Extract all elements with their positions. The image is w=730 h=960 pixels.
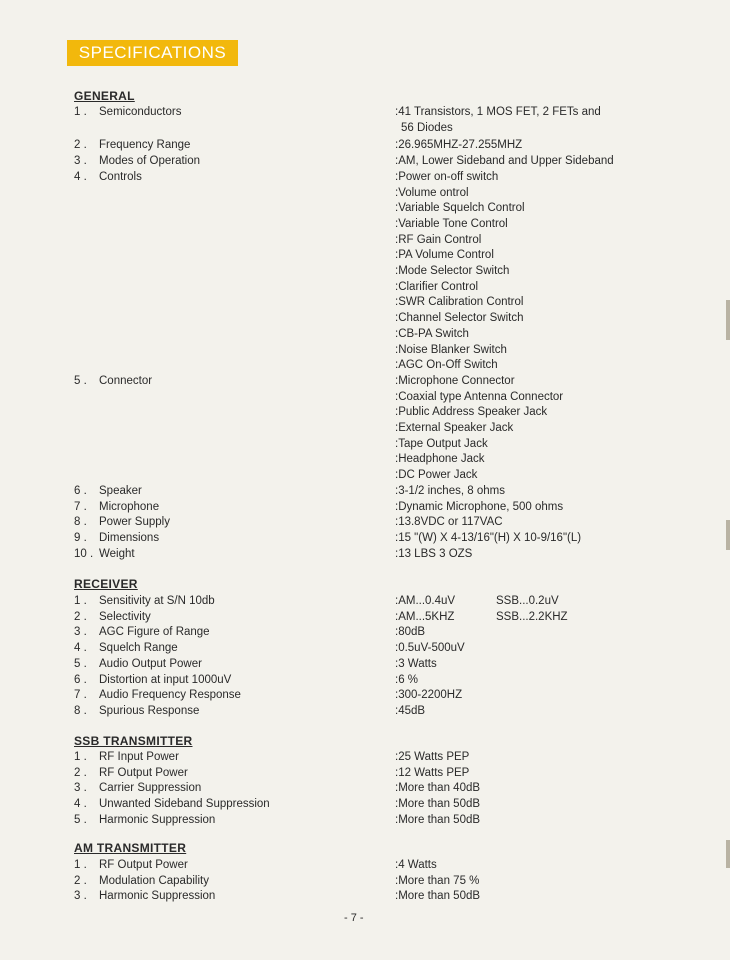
spec-label: Carrier Suppression [99,782,202,795]
spec-value: :Variable Squelch Control [395,202,525,215]
spec-value: :AM, Lower Sideband and Upper Sideband [395,155,614,168]
spec-value: :Clarifier Control [395,280,479,293]
spec-number: 2 . [74,610,87,623]
spec-value-secondary: SSB...2.2KHZ [496,610,568,623]
receiver-spec-row [0,688,730,704]
am-spec-row [0,858,730,874]
spec-label: Connector [99,374,153,387]
spec-label: Modes of Operation [99,155,201,168]
spec-value-secondary: SSB...0.2uV [496,595,559,607]
spec-label: Modulation Capability [99,874,209,887]
general-spec-row [0,515,730,531]
general-spec-row [0,390,730,406]
general-spec-row [0,295,730,311]
spec-label: Weight [99,547,135,560]
spec-number: 1 . [74,595,87,607]
spec-number: 2 . [74,766,87,779]
spec-value: :AGC On-Off Switch [395,359,498,372]
spec-value: :External Speaker Jack [395,422,514,434]
spec-label: Unwanted Sideband Suppression [99,798,270,811]
spec-number: 1 . [74,751,87,763]
spec-value: :45dB [395,704,426,717]
spec-label: Power Supply [99,516,170,529]
spec-label: Frequency Range [99,139,191,152]
spec-value: :26.965MHZ-27.255MHZ [395,139,523,152]
spec-value: :Dynamic Microphone, 500 ohms [395,500,564,513]
spec-value-continuation: 56 Diodes [401,121,453,134]
spec-label: RF Input Power [99,751,179,763]
spec-value: :6 % [395,673,419,686]
spec-value: :CB-PA Switch [395,327,469,340]
spec-value: :300-2200HZ [395,689,463,702]
spec-number: 6 . [74,484,87,497]
spec-value: :Headphone Jack [395,453,485,466]
general-spec-row [0,484,730,500]
page-edge-mark [726,300,730,340]
general-spec-row [0,105,730,121]
general-spec-row [0,327,730,343]
ssb-spec-row [0,797,730,813]
spec-value: :Variable Tone Control [395,217,508,230]
general-spec-row [0,343,730,359]
spec-value: :4 Watts [395,859,437,871]
spec-value: :12 Watts PEP [395,766,470,779]
general-spec-row [0,138,730,154]
ssb-spec-row [0,781,730,797]
general-spec-row [0,358,730,374]
general-spec-row [0,437,730,453]
spec-label: Distortion at input 1000uV [99,673,232,686]
ssb-spec-row [0,750,730,766]
spec-number: 10 . [74,547,94,560]
spec-label: Spurious Response [99,704,200,717]
spec-label: Squelch Range [99,642,178,655]
receiver-spec-row [0,673,730,689]
section-heading-general: GENERAL [74,89,135,103]
spec-number: 2 . [74,874,87,887]
general-spec-row [0,170,730,186]
section-heading-receiver: RECEIVER [74,577,138,591]
general-spec-row [0,154,730,170]
ssb-spec-row [0,813,730,829]
general-spec-row [0,217,730,233]
receiver-spec-row [0,594,730,610]
spec-value: :DC Power Jack [395,469,478,482]
spec-value: :PA Volume Control [395,249,494,262]
spec-label: RF Output Power [99,766,188,779]
spec-value: :Mode Selector Switch [395,265,510,277]
general-spec-row [0,468,730,484]
general-spec-row [0,186,730,202]
general-spec-row [0,280,730,296]
spec-label: AGC Figure of Range [99,626,210,639]
spec-value: :13.8VDC or 117VAC [395,516,503,529]
spec-number: 1 . [74,859,87,871]
spec-number: 3 . [74,782,87,795]
general-spec-row [0,264,730,280]
section-heading-ssb: SSB TRANSMITTER [74,734,193,748]
spec-value: :41 Transistors, 1 MOS FET, 2 FETs and [395,106,601,118]
spec-value: :Tape Output Jack [395,437,488,450]
spec-number: 4 . [74,642,87,655]
spec-number: 9 . [74,531,87,544]
general-spec-row [0,201,730,217]
spec-value: :Coaxial type Antenna Connector [395,390,564,403]
spec-label: Harmonic Suppression [99,890,216,903]
general-spec-row [0,531,730,547]
spec-value: :SWR Calibration Control [395,296,524,309]
spec-label: Controls [99,170,142,183]
receiver-spec-row [0,704,730,720]
page-edge-mark [726,840,730,868]
page-edge-mark [726,520,730,550]
spec-value: :Microphone Connector [395,374,515,387]
general-spec-row [0,374,730,390]
general-spec-row [0,452,730,468]
spec-number: 8 . [74,704,87,717]
general-spec-row [0,421,730,437]
spec-number: 1 . [74,106,87,118]
spec-value: :More than 50dB [395,798,481,811]
general-spec-row [0,248,730,264]
spec-number: 7 . [74,689,87,702]
spec-number: 4 . [74,170,87,183]
spec-value: :13 LBS 3 OZS [395,547,473,560]
spec-number: 5 . [74,813,87,826]
spec-value: :3-1/2 inches, 8 ohms [395,484,505,497]
spec-label: Dimensions [99,531,160,544]
page-title: SPECIFICATIONS [67,40,238,66]
spec-label: Microphone [99,500,160,513]
spec-value: :More than 50dB [395,813,481,826]
spec-label: Audio Output Power [99,657,202,670]
receiver-spec-row [0,641,730,657]
spec-label: Semiconductors [99,106,182,118]
spec-number: 7 . [74,500,87,513]
page-number: - 7 - [344,912,364,924]
spec-number: 3 . [74,890,87,903]
spec-number: 6 . [74,673,87,686]
spec-label: Speaker [99,484,142,497]
spec-number: 5 . [74,374,87,387]
spec-label: RF Output Power [99,859,188,871]
spec-value: :AM...0.4uV [395,595,456,607]
spec-value: :AM...5KHZ [395,610,455,623]
spec-value: :15 "(W) X 4-13/16"(H) X 10-9/16"(L) [395,531,582,544]
spec-number: 5 . [74,657,87,670]
section-heading-am: AM TRANSMITTER [74,841,187,855]
spec-number: 4 . [74,798,87,811]
spec-label: Harmonic Suppression [99,813,216,826]
spec-value: :0.5uV-500uV [395,642,465,655]
receiver-spec-row [0,657,730,673]
spec-number: 8 . [74,516,87,529]
spec-value: :More than 50dB [395,890,481,903]
general-spec-row [0,311,730,327]
general-spec-row [0,233,730,249]
spec-value: :80dB [395,626,426,639]
am-spec-row [0,874,730,890]
spec-label: Audio Frequency Response [99,689,241,702]
general-spec-row [0,547,730,563]
ssb-spec-row [0,766,730,782]
spec-value: :Volume ontrol [395,186,469,199]
spec-value: :3 Watts [395,657,437,670]
receiver-spec-row [0,625,730,641]
general-spec-row [0,405,730,421]
spec-value: :Public Address Speaker Jack [395,406,548,419]
spec-value: :RF Gain Control [395,233,482,246]
receiver-spec-row [0,610,730,626]
spec-label: Sensitivity at S/N 10db [99,595,215,607]
general-spec-row [0,500,730,516]
spec-number: 3 . [74,155,87,168]
spec-number: 3 . [74,626,87,639]
spec-number: 2 . [74,139,87,152]
am-spec-row [0,889,730,905]
spec-value: :More than 40dB [395,782,481,795]
spec-label: Selectivity [99,610,151,623]
spec-value: :More than 75 % [395,874,480,887]
spec-value: :Channel Selector Switch [395,312,524,325]
spec-value: :Power on-off switch [395,170,499,183]
spec-value: :Noise Blanker Switch [395,343,507,356]
spec-value: :25 Watts PEP [395,751,470,763]
